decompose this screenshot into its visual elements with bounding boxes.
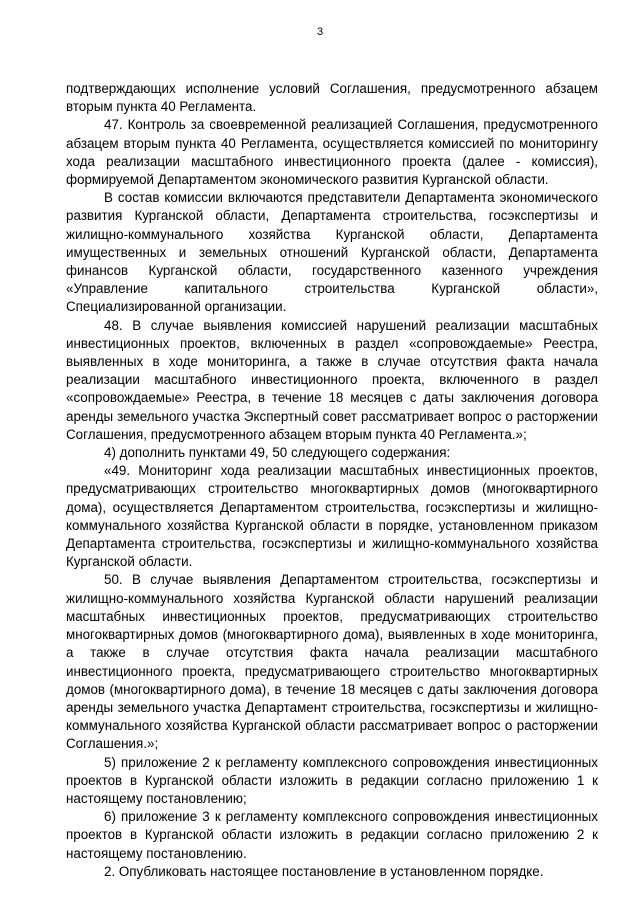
paragraph-47: 47. Контроль за своевременной реализацией Соглашения, предусмотренного абзацем вторым пункта 40 Регламента, осуществляется комиссией по мониторингу хода реализации масштабного инвестиционного проекта (далее - комиссия), формируемой Департаментом экономического развития Курганской области. bbox=[66, 117, 598, 188]
paragraph-item-6: 6) приложение 3 к регламенту комплексного сопровождения инвестиционных проектов в Курганской области изложить в редакции согласно приложению 2 к настоящему постановлению. bbox=[66, 809, 598, 861]
paragraph-continuation: подтверждающих исполнение условий Соглашения, предусмотренного абзацем вторым пункта 40 Регламента. bbox=[66, 81, 598, 115]
paragraph-49: «49. Мониторинг хода реализации масштабных инвестиционных проектов, предусматривающих строительство многоквартирных домов (многоквартирного дома), осуществляется Департаментом строительства, госэкспертизы и жилищно-коммунального хозяйства Курганской области в порядке, установленном приказом Департамента строительства, госэкспертизы и жилищно-коммунального хозяйства Курганской области. bbox=[66, 463, 598, 570]
paragraph-item-5: 5) приложение 2 к регламенту комплексного сопровождения инвестиционных проектов в Курганской области изложить в редакции согласно приложению 1 к настоящему постановлению; bbox=[66, 754, 598, 806]
paragraph-50: 50. В случае выявления Департаментом строительства, госэкспертизы и жилищно-коммунального хозяйства Курганской области нарушений реализации масштабных инвестиционных проектов, предусматривающих строительство многоквартирных домов (многоквартирного дома), выявленных в ходе мониторинга, а также в случае отсутствия факта начала реализации масштабного инвестиционного проекта, предусматривающего строительство многоквартирных домов (многоквартирного дома), в течение 18 месяцев с даты заключения договора аренды земельного участка Департамент строительства, госэкспертизы и жилищно-коммунального хозяйства Курганской области рассматривает вопрос о расторжении Соглашения.»; bbox=[66, 572, 598, 752]
page-number: 3 bbox=[316, 26, 324, 38]
paragraph-item-2-publish: 2. Опубликовать настоящее постановление в установленном порядке. bbox=[104, 863, 544, 879]
document-body bbox=[66, 80, 598, 881]
paragraph-item-4: 4) дополнить пунктами 49, 50 следующего содержания: bbox=[104, 445, 451, 461]
paragraph-commission-composition: В состав комиссии включаются представители Департамента экономического развития Курганской области, Департамента строительства, госэкспертизы и жилищно-коммунального хозяйства Курганской области, Департамента имущественных и земельных отношений Курганской области, Департамента финансов Курганской области, государственного казенного учреждения «Управление капитального строительства Курганской области», Специализированной организации. bbox=[66, 190, 598, 315]
paragraph-48: 48. В случае выявления комиссией нарушений реализации масштабных инвестиционных проектов, включенных в раздел «сопровождаемые» Реестра, выявленных в ходе мониторинга, а также в случае отсутствия факта начала реализации масштабного инвестиционного проекта, включенного в раздел «сопровождаемые» Реестра, в течение 18 месяцев с даты заключения договора аренды земельного участка Экспертный совет рассматривает вопрос о расторжении Соглашения, предусмотренного абзацем вторым пункта 40 Регламента.»; bbox=[66, 317, 598, 442]
